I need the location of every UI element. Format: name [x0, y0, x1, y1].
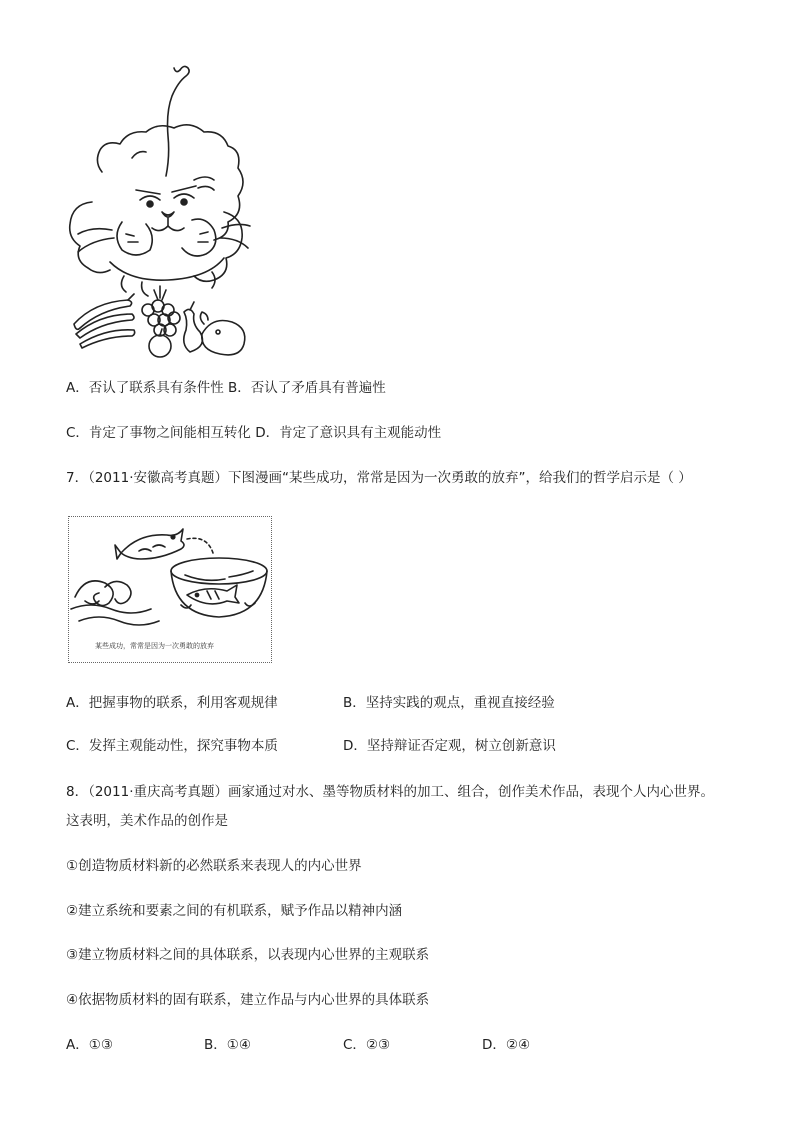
tiger-fruit-cartoon	[62, 62, 252, 360]
q6-options-line2: C．肯定了事物之间能相互转化 D．肯定了意识具有主观能动性	[66, 425, 442, 441]
q8-option-d: D．②④	[482, 1037, 531, 1053]
fish-bowl-illustration	[69, 517, 270, 639]
q7-option-d: D．坚持辩证否定观，树立创新意识	[343, 738, 556, 754]
q8-item-3: ③建立物质材料之间的具体联系，以表现内心世界的主观联系	[66, 947, 430, 963]
q8-option-b: B．①④	[204, 1037, 251, 1053]
q7-option-c: C．发挥主观能动性，探究事物本质	[66, 738, 278, 754]
q8-option-a: A．①③	[66, 1037, 113, 1053]
tiger-fruit-illustration	[62, 62, 252, 360]
fish-bowl-cartoon	[68, 516, 272, 663]
q8-stem-line2: 这表明，美术作品的创作是	[66, 813, 228, 829]
q8-item-2: ②建立系统和要素之间的有机联系，赋予作品以精神内涵	[66, 903, 403, 919]
q7-option-a: A．把握事物的联系，利用客观规律	[66, 695, 278, 711]
q8-stem-line1: 8．（2011·重庆高考真题）画家通过对水、墨等物质材料的加工、组合，创作美术作品，表现个人内心世界。	[66, 784, 714, 800]
q8-option-c: C．②③	[343, 1037, 391, 1053]
q8-item-1: ①创造物质材料新的必然联系来表现人的内心世界	[66, 858, 362, 874]
cartoon-caption: 某些成功，常常是因为一次勇敢的放弃	[95, 642, 214, 650]
q6-options-line1: A．否认了联系具有条件性 B．否认了矛盾具有普遍性	[66, 380, 386, 396]
q7-option-b: B．坚持实践的观点，重视直接经验	[343, 695, 555, 711]
q8-item-4: ④依据物质材料的固有联系，建立作品与内心世界的具体联系	[66, 992, 430, 1008]
q7-stem: 7．（2011·安徽高考真题）下图漫画“某些成功，常常是因为一次勇敢的放弃”，给我们的哲学启示是（ ）	[66, 470, 692, 486]
